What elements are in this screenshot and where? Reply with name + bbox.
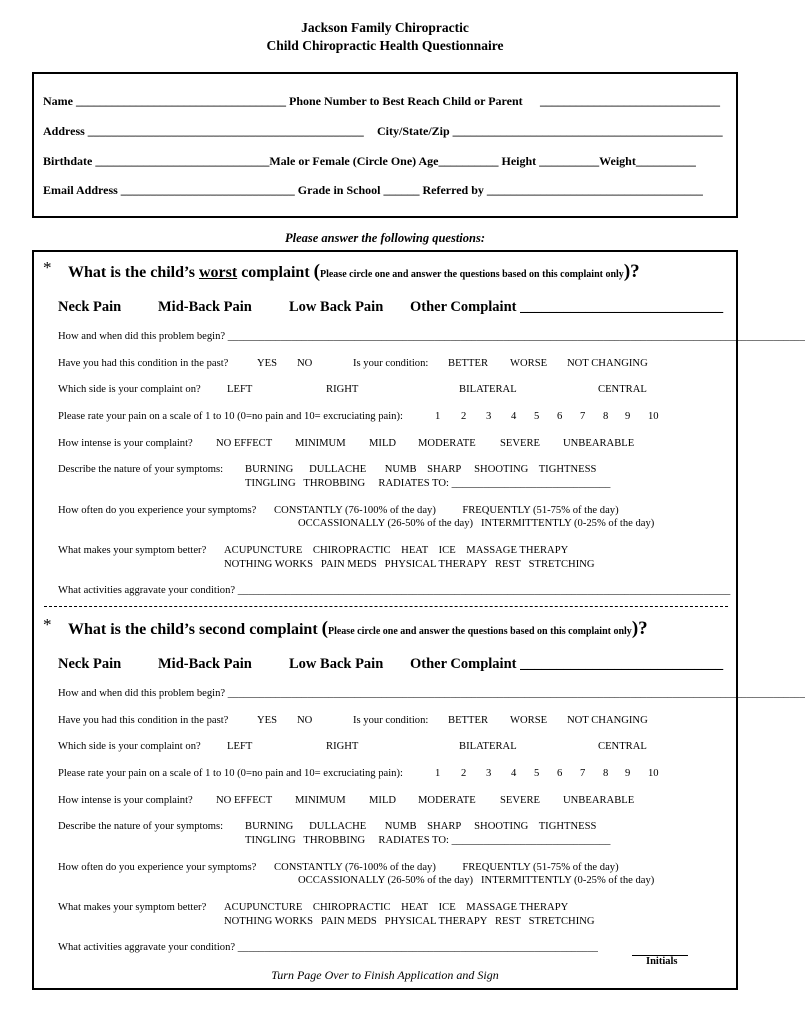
scale-10[interactable]: 10	[648, 411, 659, 422]
option-yes[interactable]: YES	[257, 715, 278, 726]
option-no-effect[interactable]: NO EFFECT	[216, 795, 273, 806]
nature-options-row2[interactable]: TINGLING THROBBING RADIATES TO: ______________________________	[245, 835, 611, 846]
past-condition-question: Have you had this condition in the past?	[58, 358, 229, 369]
option-severe[interactable]: SEVERE	[500, 438, 541, 449]
option-severe[interactable]: SEVERE	[500, 795, 541, 806]
option-central[interactable]: CENTRAL	[598, 741, 647, 752]
relief-options-row1[interactable]: ACUPUNCTURE CHIROPRACTIC HEAT ICE MASSAGE THERAPY	[224, 902, 569, 913]
pain-scale-question: Please rate your pain on a scale of 1 to 10 (0=no pain and 10= excruciating pain):	[58, 768, 403, 779]
scale-5[interactable]: 5	[534, 411, 540, 422]
frequency-options-row2[interactable]: OCCASSIONALLY (26-50% of the day) INTERMITTENTLY (0-25% of the day)	[298, 875, 655, 886]
frequency-options-row2[interactable]: OCCASSIONALLY (26-50% of the day) INTERMITTENTLY (0-25% of the day)	[298, 518, 655, 529]
past-condition-question: Have you had this condition in the past?	[58, 715, 229, 726]
section-title: What is the child’s worst complaint (Please circle one and answer the questions based on this complaint only)?	[68, 261, 640, 282]
option-not-changing[interactable]: NOT CHANGING	[567, 358, 648, 369]
scale-9[interactable]: 9	[625, 768, 631, 779]
scale-6[interactable]: 6	[557, 768, 563, 779]
option-neck-pain[interactable]: Neck Pain	[58, 299, 122, 315]
section-divider	[44, 606, 728, 607]
instruction-text: Please answer the following questions:	[284, 231, 486, 245]
scale-3[interactable]: 3	[486, 768, 492, 779]
option-bilateral[interactable]: BILATERAL	[459, 384, 517, 395]
option-other-complaint[interactable]: Other Complaint ____________________________	[410, 656, 724, 672]
option-moderate[interactable]: MODERATE	[418, 438, 476, 449]
scale-4[interactable]: 4	[511, 411, 517, 422]
frequency-question: How often do you experience your symptoms?	[58, 505, 257, 516]
name-phone-field[interactable]: Name ___________________________________ Phone Number to Best Reach Child or Parent	[43, 94, 523, 108]
asterisk: *	[43, 615, 52, 634]
clinic-name: Jackson Family Chiropractic	[301, 20, 469, 35]
problem-begin-field[interactable]: How and when did this problem begin? _____________________________________________________________________________________________________________	[58, 688, 805, 699]
option-worse[interactable]: WORSE	[510, 358, 548, 369]
scale-5[interactable]: 5	[534, 768, 540, 779]
side-question: Which side is your complaint on?	[58, 741, 201, 752]
scale-2[interactable]: 2	[461, 768, 467, 779]
side-question: Which side is your complaint on?	[58, 384, 201, 395]
frequency-question: How often do you experience your symptoms?	[58, 862, 257, 873]
frequency-options-row1[interactable]: CONSTANTLY (76-100% of the day) FREQUENTLY (51-75% of the day)	[274, 505, 619, 516]
asterisk: *	[43, 258, 52, 277]
scale-7[interactable]: 7	[580, 411, 586, 422]
option-mild[interactable]: MILD	[369, 438, 397, 449]
option-bilateral[interactable]: BILATERAL	[459, 741, 517, 752]
scale-7[interactable]: 7	[580, 768, 586, 779]
relief-options-row1[interactable]: ACUPUNCTURE CHIROPRACTIC HEAT ICE MASSAGE THERAPY	[224, 545, 569, 556]
footer-note: Turn Page Over to Finish Application and Sign	[271, 968, 499, 982]
option-left[interactable]: LEFT	[227, 384, 253, 395]
aggravate-field[interactable]: What activities aggravate your condition? _____________________________________________________________________________________________	[58, 585, 731, 596]
option-not-changing[interactable]: NOT CHANGING	[567, 715, 648, 726]
relief-options-row2[interactable]: NOTHING WORKS PAIN MEDS PHYSICAL THERAPY REST STRETCHING	[224, 559, 595, 570]
intensity-question: How intense is your complaint?	[58, 795, 193, 806]
scale-4[interactable]: 4	[511, 768, 517, 779]
scale-8[interactable]: 8	[603, 411, 609, 422]
scale-1[interactable]: 1	[435, 768, 441, 779]
option-no-effect[interactable]: NO EFFECT	[216, 438, 273, 449]
nature-question: Describe the nature of your symptoms:	[58, 464, 224, 475]
condition-question: Is your condition:	[353, 715, 429, 726]
option-right[interactable]: RIGHT	[326, 741, 359, 752]
initials-label: Initials	[646, 956, 678, 967]
option-better[interactable]: BETTER	[448, 358, 489, 369]
relief-question: What makes your symptom better?	[58, 545, 207, 556]
scale-8[interactable]: 8	[603, 768, 609, 779]
option-central[interactable]: CENTRAL	[598, 384, 647, 395]
section-title: What is the child’s second complaint (Please circle one and answer the questions based on this complaint only)?	[68, 618, 648, 639]
pain-scale-question: Please rate your pain on a scale of 1 to 10 (0=no pain and 10= excruciating pain):	[58, 411, 403, 422]
intensity-question: How intense is your complaint?	[58, 438, 193, 449]
option-low-back-pain[interactable]: Low Back Pain	[289, 299, 384, 315]
relief-options-row2[interactable]: NOTHING WORKS PAIN MEDS PHYSICAL THERAPY REST STRETCHING	[224, 916, 595, 927]
option-right[interactable]: RIGHT	[326, 384, 359, 395]
option-no[interactable]: NO	[297, 358, 313, 369]
option-minimum[interactable]: MINIMUM	[295, 795, 346, 806]
option-mid-back-pain[interactable]: Mid-Back Pain	[158, 299, 252, 315]
option-mid-back-pain[interactable]: Mid-Back Pain	[158, 656, 252, 672]
nature-options-row2[interactable]: TINGLING THROBBING RADIATES TO: ______________________________	[245, 478, 611, 489]
nature-question: Describe the nature of your symptoms:	[58, 821, 224, 832]
nature-options-row1[interactable]: BURNING DULLACHE NUMB SHARP SHOOTING TIGHTNESS	[245, 821, 597, 832]
relief-question: What makes your symptom better?	[58, 902, 207, 913]
aggravate-field[interactable]: What activities aggravate your condition? ____________________________________________________________________	[58, 942, 598, 953]
option-no[interactable]: NO	[297, 715, 313, 726]
problem-begin-field[interactable]: How and when did this problem begin? _____________________________________________________________________________________________________________	[58, 331, 805, 342]
nature-options-row1[interactable]: BURNING DULLACHE NUMB SHARP SHOOTING TIGHTNESS	[245, 464, 597, 475]
city-state-zip-field[interactable]: City/State/Zip _____________________________________________	[377, 124, 723, 138]
address-field[interactable]: Address ______________________________________________	[43, 124, 364, 138]
scale-10[interactable]: 10	[648, 768, 659, 779]
option-other-complaint[interactable]: Other Complaint ____________________________	[410, 299, 724, 315]
frequency-options-row1[interactable]: CONSTANTLY (76-100% of the day) FREQUENTLY (51-75% of the day)	[274, 862, 619, 873]
condition-question: Is your condition:	[353, 358, 429, 369]
option-worse[interactable]: WORSE	[510, 715, 548, 726]
option-low-back-pain[interactable]: Low Back Pain	[289, 656, 384, 672]
option-left[interactable]: LEFT	[227, 741, 253, 752]
scale-2[interactable]: 2	[461, 411, 467, 422]
scale-6[interactable]: 6	[557, 411, 563, 422]
option-mild[interactable]: MILD	[369, 795, 397, 806]
option-minimum[interactable]: MINIMUM	[295, 438, 346, 449]
option-unbearable[interactable]: UNBEARABLE	[563, 795, 635, 806]
scale-3[interactable]: 3	[486, 411, 492, 422]
birthdate-sex-age-row[interactable]: Birthdate _____________________________Male or Female (Circle One) Age__________ Height __________Weight__________	[43, 154, 696, 168]
option-unbearable[interactable]: UNBEARABLE	[563, 438, 635, 449]
option-yes[interactable]: YES	[257, 358, 278, 369]
scale-1[interactable]: 1	[435, 411, 441, 422]
form-title: Child Chiropractic Health Questionnaire	[266, 38, 504, 53]
option-moderate[interactable]: MODERATE	[418, 795, 476, 806]
option-neck-pain[interactable]: Neck Pain	[58, 656, 122, 672]
phone-field-line[interactable]: ______________________________	[540, 94, 720, 108]
option-better[interactable]: BETTER	[448, 715, 489, 726]
email-grade-referred-row[interactable]: Email Address _____________________________ Grade in School ______ Referred by ____________________________________	[43, 183, 703, 197]
scale-9[interactable]: 9	[625, 411, 631, 422]
